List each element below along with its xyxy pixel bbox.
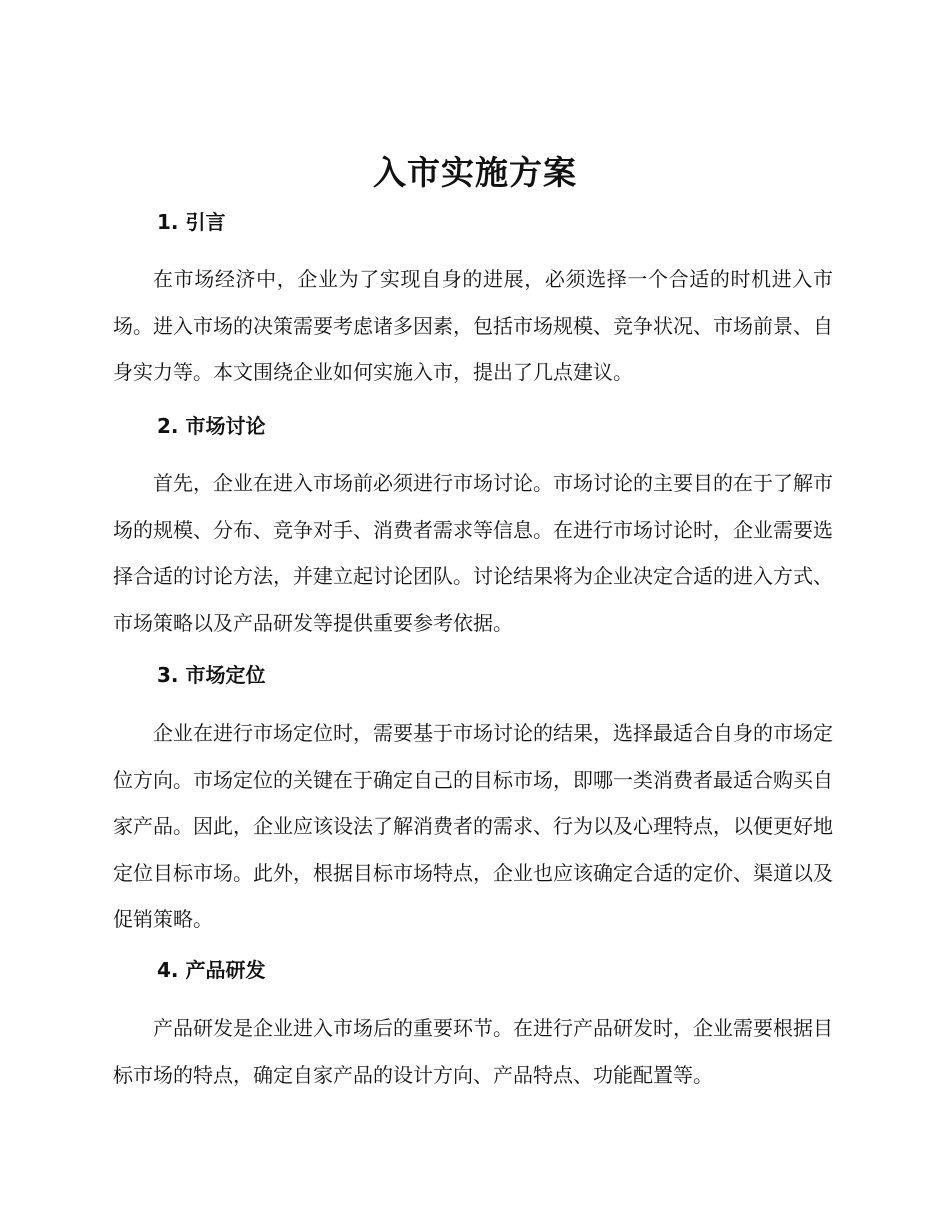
section-heading-market-positioning: 3. 市场定位 bbox=[157, 663, 266, 687]
section-heading-product-development: 4. 产品研发 bbox=[157, 958, 266, 982]
section-body-market-research: 首先，企业在进入市场前必须进行市场讨论。市场讨论的主要目的在于了解市场的规模、分布、竞争对手、消费者需求等信息。在进行市场讨论时，企业需要选择合适的讨论方法，并建立起讨论团队。讨论结果将为企业决定合适的进入方式、市场策略以及产品研发等提供重要参考依据。 bbox=[113, 471, 833, 635]
document-title: 入市实施方案 bbox=[373, 153, 577, 192]
section-body-product-development: 产品研发是企业进入市场后的重要环节。在进行产品研发时，企业需要根据目标市场的特点，确定自家产品的设计方向、产品特点、功能配置等。 bbox=[113, 1016, 833, 1087]
section-body-introduction: 在市场经济中，企业为了实现自身的进展，必须选择一个合适的时机进入市场。进入市场的决策需要考虑诸多因素，包括市场规模、竞争状况、市场前景、自身实力等。本文围绕企业如何实施入市，提出了几点建议。 bbox=[113, 267, 833, 384]
section-heading-introduction: 1. 引言 bbox=[157, 210, 226, 234]
section-body-market-positioning: 企业在进行市场定位时，需要基于市场讨论的结果，选择最适合自身的市场定位方向。市场定位的关键在于确定自己的目标市场，即哪一类消费者最适合购买自家产品。因此，企业应该设法了解消费者的需求、行为以及心理特点，以便更好地定位目标市场。此外，根据目标市场特点，企业也应该确定合适的定价、渠道以及促销策略。 bbox=[113, 721, 833, 931]
section-heading-market-research: 2. 市场讨论 bbox=[157, 414, 266, 438]
